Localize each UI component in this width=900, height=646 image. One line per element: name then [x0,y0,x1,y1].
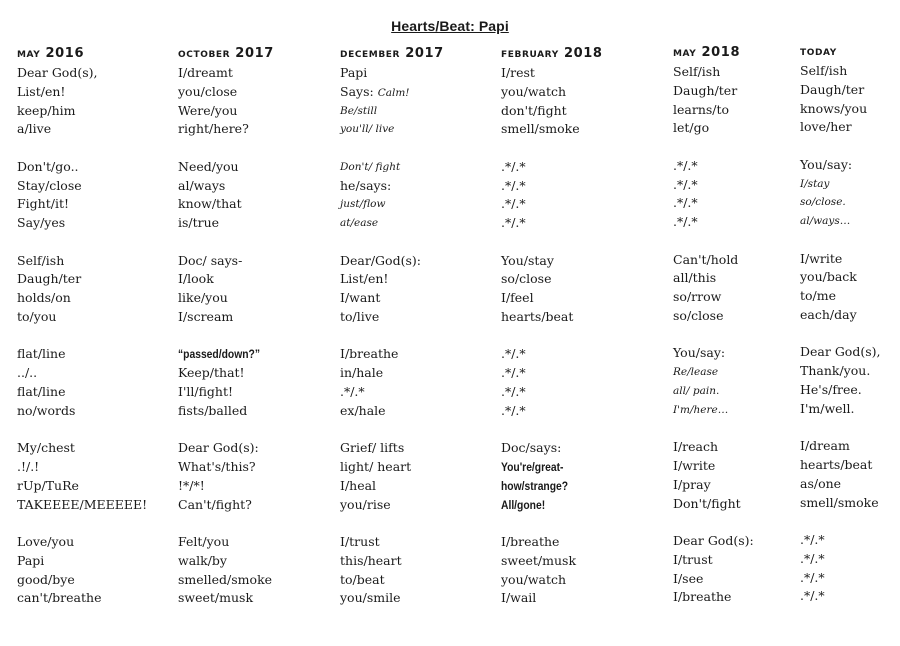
poem-line: .*/.* [340,383,365,399]
stanza [501,64,603,139]
poem-line: al/ways [178,177,226,193]
poem-line: Papi [340,65,368,80]
poem-line: I/breathe [673,589,732,605]
poem-line: keep/him [17,102,76,118]
poem-line: like/you [178,290,228,306]
poem-line: I/reach [673,439,719,455]
stanza [178,252,274,327]
poem-line: I/scream [178,308,234,324]
poem-line: .*/.* [501,365,526,381]
stanza [800,531,880,606]
poem-line: I'll/fight! [178,383,234,399]
poem-line: know/that [178,196,242,212]
stanza [800,62,880,137]
poem-line: to/me [800,288,837,304]
stanza [501,158,603,233]
poem-line: a/live [17,121,52,137]
poem-line: in/hale [340,365,384,381]
stanza [17,158,147,233]
poem-line: I/feel [501,290,534,306]
poem-line: each/day [800,306,857,322]
poem-line: Need/you [178,158,239,174]
poem-line: He's/free. [800,381,862,397]
poem-line: I/breathe [501,533,560,549]
poem-line: so/close [501,271,552,287]
poem-line: flat/line [17,346,66,362]
poem-line: .*/.* [501,196,526,212]
stanza [673,157,754,232]
column-heading: december 2017 [340,46,444,61]
poem-line: .*/.* [673,195,698,211]
poem-line [501,458,603,477]
poem-line: Dear God(s): [178,440,259,456]
poem-line: ex/hale [340,402,386,418]
column-heading: may 2016 [17,46,85,61]
stanza [673,532,754,607]
poem-line: you/rise [340,496,391,512]
poem-line-text: how/strange? [501,478,569,493]
poem-line: don't/fight [501,102,567,118]
poem-line: I/dreamt [178,65,233,80]
poem-line: .*/.* [800,588,825,604]
poem-line: Don't/go.. [17,158,79,174]
poem-line: I/trust [673,551,713,567]
stanza [501,533,603,608]
poem-line: all/ pain. [673,384,720,397]
stanza [178,439,274,514]
poem-line: flat/line [17,383,66,399]
poem-line: Grief/ lifts [340,440,405,456]
poem-line: light/ heart [340,458,412,474]
column-today [800,44,880,625]
column-heading: may 2018 [673,45,741,60]
column-october-2017 [178,44,274,627]
poem-line: can't/breathe [17,590,102,606]
poem-line: ../.. [17,365,38,381]
stanza [340,439,444,514]
poem-line: you/close [178,83,238,99]
stanza [178,345,274,420]
stanza [673,251,754,326]
poem-line: fists/balled [178,402,248,418]
poem-line: .*/.* [501,158,526,174]
stanza [178,533,274,608]
stanza [17,64,147,139]
poem-line: I/stay [800,177,830,190]
poem-line: love/her [800,119,852,135]
poem-line [501,496,603,515]
poem-line: .*/.* [501,346,526,362]
poem-line: .*/.* [800,569,825,585]
poem-line-text: All/gone! [501,497,546,512]
poem-line: .*/.* [501,177,526,193]
poem-line: walk/by [178,552,227,568]
poem-line: Doc/says: [501,440,562,456]
poem-line-text: You're/great- [501,459,564,474]
poem-line: .!/.! [17,458,40,474]
stanza [17,252,147,327]
poem-line: Thank/you. [800,363,871,379]
poem-line: I'm/well. [800,400,855,416]
stanza [501,345,603,420]
poem-line: smell/smoke [501,121,580,137]
poem-line: good/bye [17,571,75,587]
poem-line: Dear God(s), [800,344,881,360]
poem-line: I'm/here… [673,403,729,416]
poem-line: you/smile [340,590,401,606]
poem-line: Doc/ says- [178,252,243,268]
poem-line: Keep/that! [178,365,245,381]
poem-line: Felt/you [178,533,230,549]
poem-line: I/want [340,290,381,306]
poem-line: Self/ish [17,252,65,268]
stanza [501,252,603,327]
poem-line: TAKEEEE/MEEEEE! [17,496,148,512]
poem-line: .*/.* [800,550,825,566]
poem-line: you/back [800,269,857,285]
poem-line: .*/.* [673,157,698,173]
poem-line: You/stay [501,252,554,268]
poem-line: Daugh/ter [800,81,865,97]
poem-line: you/watch [501,571,567,587]
poem-line: Daugh/ter [673,82,738,98]
poem-line: no/words [17,402,76,418]
poem-line: .*/.* [501,215,526,231]
poem-line: I/look [178,271,214,287]
poem-line: holds/on [17,290,71,306]
poem-line: I/trust [340,533,380,549]
poem-line: What's/this? [178,458,256,474]
stanza [673,63,754,138]
poem-line: as/one [800,475,842,491]
poem-line: You/say: [673,345,726,361]
poem-line-text: “passed/down?” [178,347,260,362]
poem-line: rUp/TuRe [17,477,79,493]
column-december-2017 [340,44,444,627]
poem-line: to/you [17,308,57,324]
poem-line: Stay/close [17,177,82,193]
poem-line: Can't/fight? [178,496,252,512]
poem-line: Dear God(s): [673,532,754,548]
poem-line: Be/still [340,104,378,117]
poem-line: I/heal [340,477,377,493]
poem-line: all/this [673,270,717,286]
poem-line: Dear God(s), [17,65,98,80]
column-may-2018 [673,44,754,626]
column-may-2016 [17,44,147,627]
poem-line: !*/*! [178,477,205,493]
poem-line: .*/.* [800,531,825,547]
poem-line [178,345,274,364]
poem-line: .*/.* [501,402,526,418]
poem-line: to/live [340,308,380,324]
poem-line: you/watch [501,83,567,99]
poem-line: Were/you [178,102,238,118]
poem-line: let/go [673,120,710,136]
poem-line: Fight/it! [17,196,70,212]
stanza [178,158,274,233]
poem-line: hearts/beat [501,308,574,324]
poem-line: Re/lease [673,366,719,379]
poem-line: List/en! [340,271,389,287]
poem-line: Don't/ fight [340,160,401,173]
poem-line: Papi [17,552,45,568]
poem-line: I/write [800,250,843,266]
poem-line: al/ways… [800,215,851,228]
poem-line: I/breathe [340,346,399,362]
poem-line: learns/to [673,101,730,117]
poem-line: so/close [673,307,724,323]
column-heading: today [800,44,837,59]
poem-line: .*/.* [501,383,526,399]
poem-line [501,477,603,496]
poem-line: at/ease [340,217,379,230]
poem-line: Dear/God(s): [340,252,421,268]
poem-line: Don't/fight [673,495,741,511]
poem-line: .*/.* [673,214,698,230]
poem-line: Says: Calm! [340,83,410,99]
poem-line: Can't/hold [673,251,739,267]
stanza [178,64,274,139]
poem-line: he/says: [340,177,392,193]
stanza [501,439,603,514]
poem-line: I/write [673,457,716,473]
poem-line: smell/smoke [800,494,879,510]
poem-line: to/beat [340,571,385,587]
stanza [340,64,444,139]
stanza [17,345,147,420]
poem-line: you'll/ live [340,123,395,136]
poem-line: sweet/musk [178,590,254,606]
poem-line: My/chest [17,440,75,456]
stanza [673,344,754,419]
column-february-2018 [501,44,603,627]
stanza [340,158,444,233]
stanza [800,343,880,418]
poem-line: I/dream [800,438,850,454]
poem-line: Daugh/ter [17,271,82,287]
page-title: Hearts/Beat: Papi [391,18,509,34]
poem-line: .*/.* [673,176,698,192]
stanza [17,439,147,514]
column-heading: february 2018 [501,46,603,61]
poem-line: Love/you [17,533,75,549]
stanza [340,345,444,420]
poem-line: Say/yes [17,215,66,231]
poem-line: I/pray [673,476,711,492]
stanza [340,252,444,327]
poem-line: right/here? [178,121,249,137]
poem-line: so/rrow [673,289,722,305]
stanza [673,438,754,513]
poem-line: smelled/smoke [178,571,273,587]
stanza [800,437,880,512]
poem-line: I/see [673,570,704,586]
poem-line: You/say: [800,156,853,172]
poem-line: Self/ish [800,63,848,78]
poem-line: just/flow [340,198,386,211]
poem-line: I/wail [501,590,537,606]
stanza [800,156,880,231]
poem-line: sweet/musk [501,552,577,568]
column-heading: october 2017 [178,46,274,61]
poem-line: knows/you [800,100,868,116]
poem-line: is/true [178,215,220,231]
poem-line: Self/ish [673,64,721,79]
poem-line: this/heart [340,552,402,568]
poem-line: hearts/beat [800,456,873,472]
stanza [340,533,444,608]
stanza [800,250,880,325]
poem-line: List/en! [17,83,66,99]
poem-line: so/close. [800,196,846,209]
poem-line: I/rest [501,65,535,80]
stanza [17,533,147,608]
